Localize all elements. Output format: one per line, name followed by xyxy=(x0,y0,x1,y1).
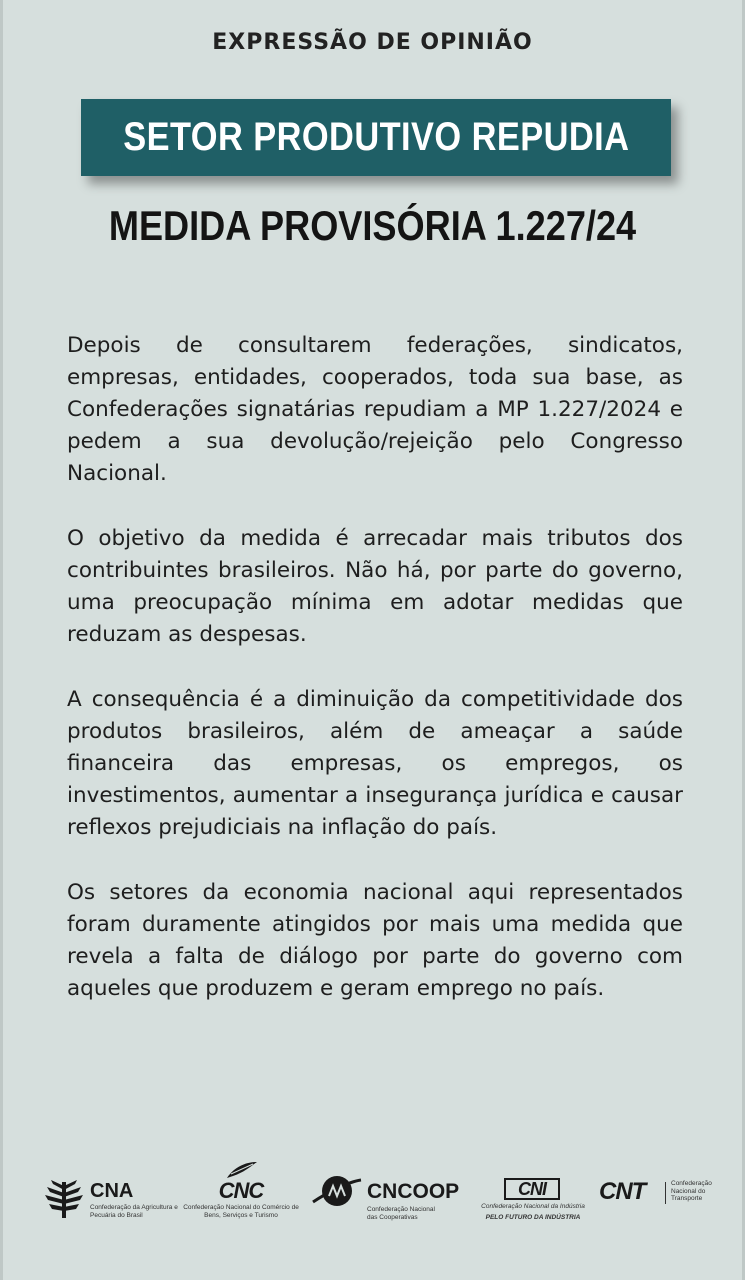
cni-box xyxy=(504,1178,560,1200)
cni-logo xyxy=(478,1178,593,1228)
cncoop-name: CNCOOP xyxy=(367,1180,460,1203)
paragraph: Os setores da economia nacional aqui representados foram duramente atingidos por mais uma medida que revela a falta de diálogo por parte do governo com aqueles que produzem e geram emprego no país. xyxy=(67,880,683,1001)
cnt-logo xyxy=(599,1178,723,1218)
wheat-icon xyxy=(43,1178,85,1218)
cna-name: CNA xyxy=(90,1180,134,1202)
kicker-heading: EXPRESSÃO DE OPINIÃO xyxy=(212,30,533,55)
cooperative-globe-icon xyxy=(311,1174,363,1210)
cnt-name: CNT xyxy=(599,1178,646,1205)
paragraph: A consequência é a diminuição da competitividade dos produtos brasileiros, além de ameaçar a saúde financeira das empresas, os empregos, os investimentos, aumentar a insegurança jurídica e causar reflexos prejudiciais na inflação do país. xyxy=(67,687,683,840)
cnt-caption: Confederação Nacional do Transporte xyxy=(671,1180,712,1202)
cna-logo xyxy=(43,1178,193,1222)
statement-body xyxy=(67,330,683,1038)
cncoop-logo xyxy=(311,1174,461,1224)
cni-caption: Confederação Nacional da Indústria xyxy=(481,1203,585,1210)
cncoop-caption: Confederação Nacional das Cooperativas xyxy=(367,1206,435,1221)
cni-tagline: PELO FUTURO DA INDÚSTRIA xyxy=(485,1214,581,1221)
paragraph: O objetivo da medida é arrecadar mais tributos dos contribuintes brasileiros. Não há, por parte do governo, uma preocupação mínima em adotar medidas que reduzam as despesas. xyxy=(67,526,683,647)
cnc-logo xyxy=(181,1160,301,1222)
subtitle: MEDIDA PROVISÓRIA 1.227/24 xyxy=(108,202,637,249)
paragraph: Depois de consultarem federações, sindicatos, empresas, entidades, cooperados, toda sua base, as Confederações signatárias repudiam a MP 1.227/2024 e pedem a sua devolução/rejeição pelo Congresso Nacional. xyxy=(67,333,683,486)
cnc-name: CNC xyxy=(218,1178,264,1203)
cnt-divider xyxy=(665,1182,666,1204)
banner-title: SETOR PRODUTIVO REPUDIA xyxy=(122,115,630,159)
cni-name: CNI xyxy=(518,1178,546,1199)
cna-caption: Confederação da Agricultura e Pecuária do Brasil xyxy=(90,1204,178,1219)
signatory-logos xyxy=(33,1160,723,1230)
title-banner xyxy=(81,99,671,176)
cnc-caption: Confederação Nacional do Comércio de Bens, Serviços e Turismo xyxy=(183,1204,299,1219)
feather-icon xyxy=(225,1160,259,1180)
